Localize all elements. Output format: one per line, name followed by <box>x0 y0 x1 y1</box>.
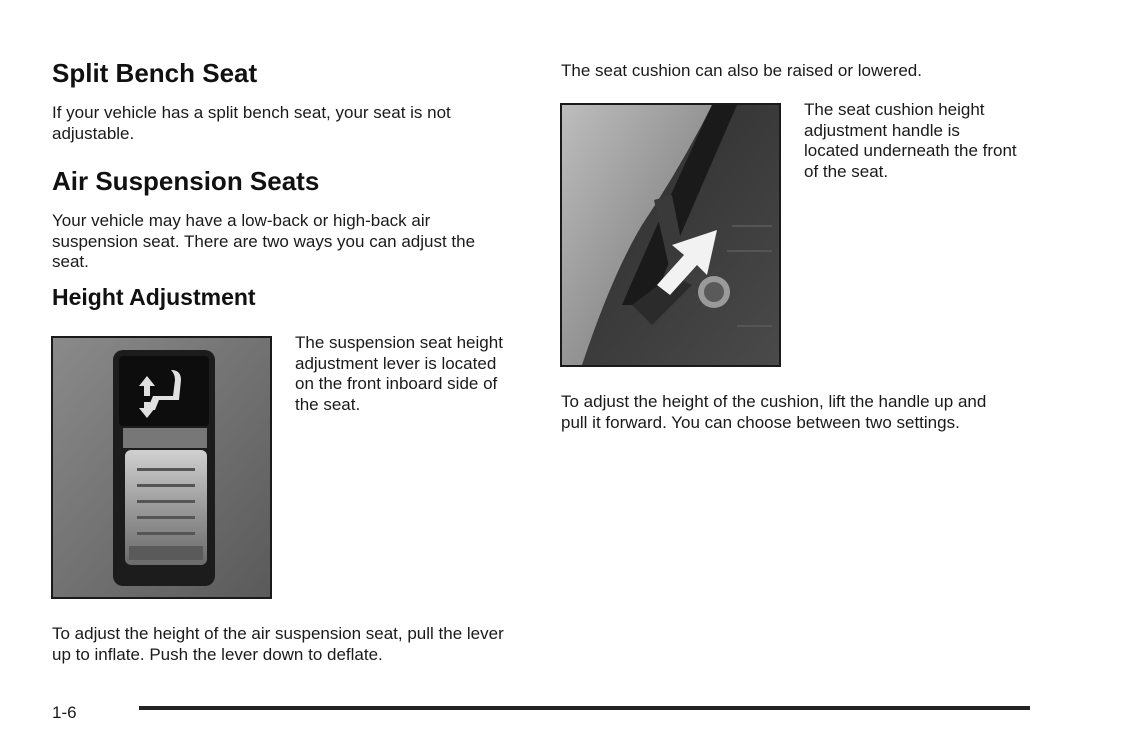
air-suspension-seats-heading: Air Suspension Seats <box>52 166 320 196</box>
cushion-handle-photo <box>560 103 781 367</box>
air-suspension-seats-text: Your vehicle may have a low-back or high-back air suspension seat. There are two ways you can adjust the seat. <box>52 211 476 271</box>
height-adjustment-heading: Height Adjustment <box>52 284 256 310</box>
suspension-lever-photo <box>51 336 272 599</box>
split-bench-seat-heading: Split Bench Seat <box>52 58 258 88</box>
handle-illustration <box>562 105 779 365</box>
cushion-raise-lower-text: The seat cushion can also be raised or lowered. <box>561 61 922 80</box>
handle-location-caption: The seat cushion height adjustment handle is located underneath the front of the seat. <box>804 100 1017 181</box>
footer-rule <box>139 706 1030 710</box>
air-suspension-adjust-instructions: To adjust the height of the air suspension seat, pull the lever up to inflate. Push the lever down to deflate. <box>52 624 504 664</box>
page-number: 1-6 <box>52 703 77 722</box>
lever-location-caption: The suspension seat height adjustment lever is located on the front inboard side of the seat. <box>295 333 503 414</box>
lever-illustration <box>53 338 270 597</box>
cushion-adjust-instructions: To adjust the height of the cushion, lift the handle up and pull it forward. You can choose between two settings. <box>561 392 987 432</box>
split-bench-seat-text: If your vehicle has a split bench seat, your seat is not adjustable. <box>52 103 451 143</box>
